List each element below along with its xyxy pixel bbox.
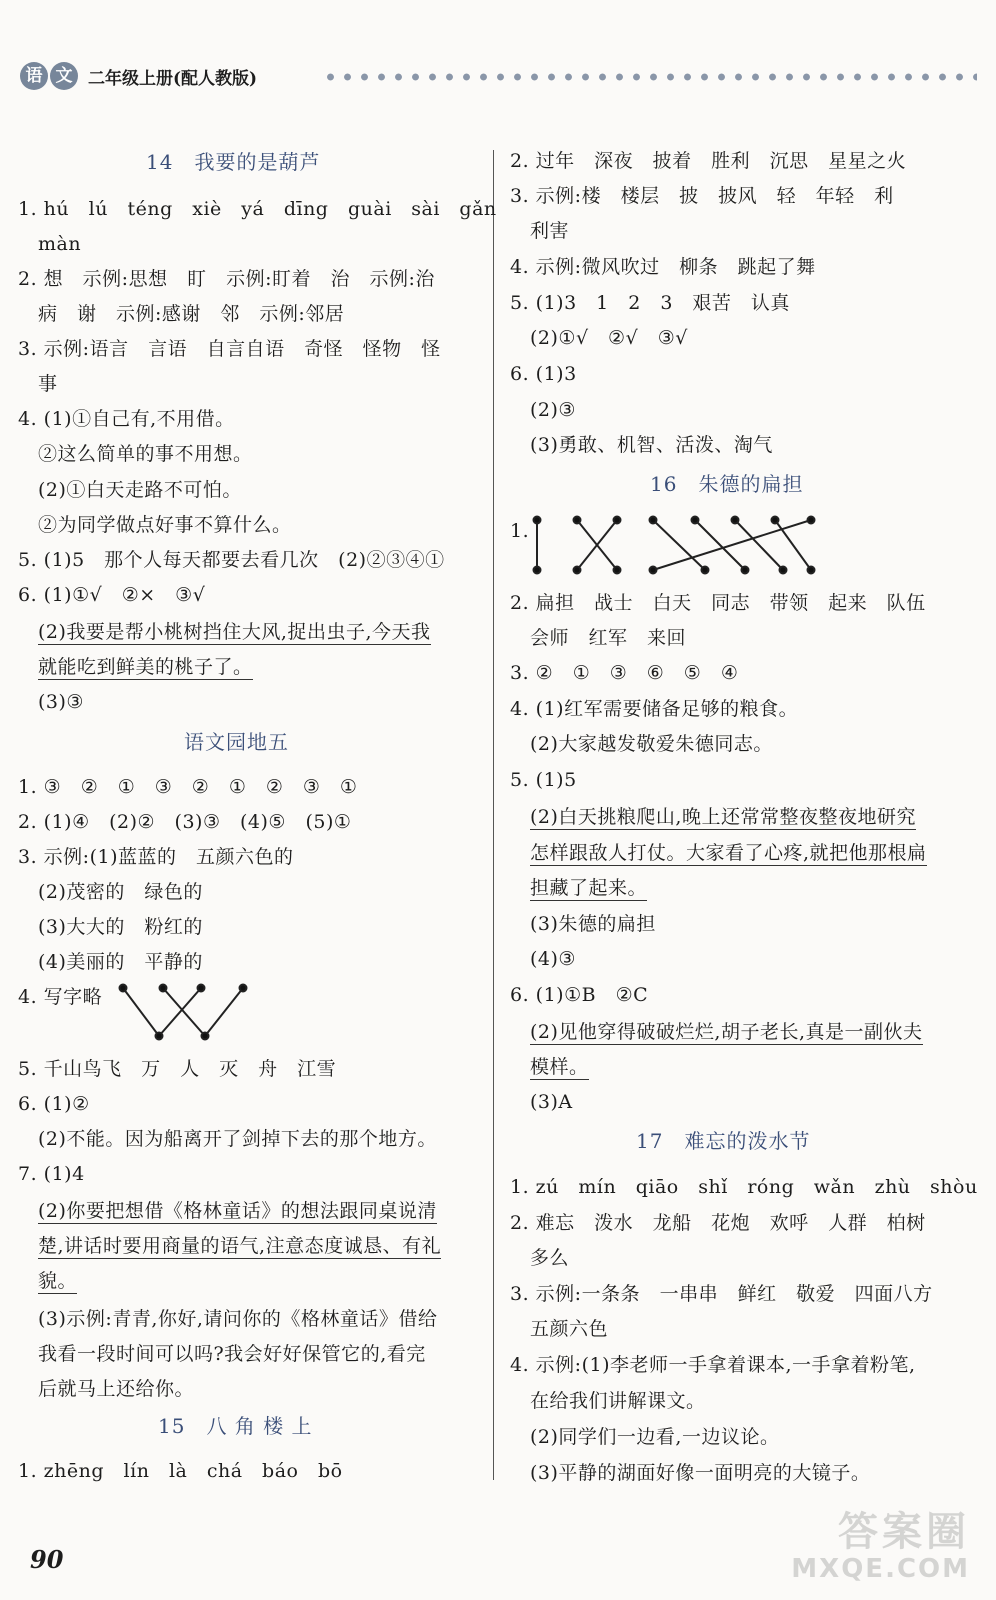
heading-lesson-15: 15 八 角 楼 上 (158, 1414, 313, 1438)
answer-line: 6. (1)①B ②C (510, 984, 649, 1006)
answer-line: 2. 过年 深夜 披着 胜利 沉思 星星之火 (510, 150, 907, 172)
answer-line-underlined (38, 619, 431, 645)
answer-line: (2)①√ ②√ ③√ (530, 327, 688, 349)
column-divider (493, 150, 494, 1480)
answer-line: (3)③ (38, 691, 84, 713)
heading-lesson-16: 16 朱德的扁担 (650, 472, 804, 496)
underlined-answer: 貌。 (38, 1270, 78, 1292)
answer-line: 五颜六色 (530, 1318, 609, 1340)
answer-line: 3. 示例:楼 楼层 披 披风 轻 年轻 利 (510, 185, 894, 207)
heading-yuwen-yuandi-5: 语文园地五 (184, 730, 289, 754)
underlined-answer: 怎样跟敌人打仗。大家看了心疼,就把他那根扁 (530, 842, 927, 864)
book-title: 二年级上册(配人教版) (88, 69, 258, 89)
answer-line: 会师 红军 来回 (530, 627, 687, 649)
answer-line: 1. zhēng lín là chá báo bō (18, 1460, 343, 1482)
heading-lesson-14: 14 我要的是葫芦 (146, 150, 321, 174)
answer-line-underlined (530, 804, 916, 830)
answer-line: (2)同学们一边看,一边议论。 (530, 1426, 780, 1448)
answer-line: 4. 示例:(1)李老师一手拿着课本,一手拿着粉笔, (510, 1354, 916, 1376)
answer-line: 后就马上还给你。 (38, 1378, 195, 1400)
answer-line: 4. 写字略 (18, 986, 103, 1008)
answer-line: ②为同学做点好事不算什么。 (38, 514, 292, 536)
watermark-url: MXQE.COM (791, 1554, 970, 1584)
answer-line: 7. (1)4 (18, 1163, 85, 1185)
answer-line: 我看一段时间可以吗?我会好好保管它的,看完 (38, 1343, 426, 1365)
answer-line: (3)平静的湖面好像一面明亮的大镜子。 (530, 1462, 871, 1484)
answer-line: (3)大大的 粉红的 (38, 916, 203, 938)
answer-line: (3)A (530, 1091, 573, 1113)
answer-line: 3. 示例:一条条 一串串 鲜红 敬爱 四面八方 (510, 1283, 933, 1305)
answer-line: 5. (1)5 那个人每天都要去看几次 (2)②③④① (18, 549, 445, 571)
answer-line: 2. 想 示例:思想 盯 示例:盯着 治 示例:治 (18, 268, 435, 290)
answer-line: 3. ② ① ③ ⑥ ⑤ ④ (510, 662, 739, 684)
answer-line-underlined (38, 1233, 441, 1259)
answer-line: 6. (1)①√ ②× ③√ (18, 584, 206, 606)
underlined-answer: 就能吃到鲜美的桃子了。 (38, 656, 253, 678)
answer-line: 4. (1)红军需要储备足够的粮食。 (510, 698, 799, 720)
answer-line: 病 谢 示例:感谢 邻 示例:邻居 (38, 303, 345, 325)
answer-line: (3)朱德的扁担 (530, 913, 656, 935)
watermark-logo-text: 答案圈 (838, 1509, 970, 1555)
answer-line: 4. (1)①自己有,不用借。 (18, 408, 235, 430)
answer-line: 多么 (530, 1247, 570, 1269)
answer-line: 利害 (530, 220, 570, 242)
underlined-answer: (2)白天挑粮爬山,晚上还常常整夜整夜地研究 (530, 806, 916, 828)
answer-line: (3)示例:青青,你好,请问你的《格林童话》借给 (38, 1308, 438, 1330)
answer-line: (4)③ (530, 948, 576, 970)
page-header (20, 60, 980, 96)
underlined-answer: (2)我要是帮小桃树挡住大风,捉出虫子,今天我 (38, 621, 431, 643)
answer-line: 3. 示例:(1)蓝蓝的 五颜六色的 (18, 846, 294, 868)
answer-line: 4. 示例:微风吹过 柳条 跳起了舞 (510, 256, 816, 278)
answer-line: 2. 难忘 泼水 龙船 花炮 欢呼 人群 柏树 (510, 1212, 926, 1234)
answer-line-underlined (530, 875, 647, 901)
answer-line: ②这么简单的事不用想。 (38, 443, 253, 465)
answer-line-underlined (38, 1198, 437, 1224)
matching-lines-diagram (525, 512, 825, 578)
answer-line: 3. 示例:语言 言语 自言自语 奇怪 怪物 怪 (18, 338, 441, 360)
answer-line: 6. (1)② (18, 1093, 90, 1115)
answer-line-underlined (38, 654, 253, 680)
underlined-answer: 楚,讲话时要用商量的语气,注意态度诚恳、有礼 (38, 1235, 442, 1257)
answer-line: (2)③ (530, 399, 576, 421)
answer-line: (2)①白天走路不可怕。 (38, 479, 242, 501)
answer-line: 1. zú mín qiāo shǐ róng wǎn zhù shòu (510, 1176, 978, 1198)
underlined-answer: 担藏了起来。 (530, 877, 648, 899)
subject-badge-2: 文 (50, 62, 78, 90)
subject-badge-1: 语 (20, 62, 48, 90)
answer-line: (2)不能。因为船离开了剑掉下去的那个地方。 (38, 1128, 437, 1150)
answer-line: (4)美丽的 平静的 (38, 951, 203, 973)
heading-lesson-17: 17 难忘的泼水节 (636, 1129, 811, 1153)
answer-line: 1. ③ ② ① ③ ② ① ② ③ ① (18, 776, 358, 798)
page-number: 90 (30, 1545, 64, 1574)
answer-line: 5. (1)3 1 2 3 艰苦 认真 (510, 292, 790, 314)
answer-line: 事 (38, 373, 58, 395)
header-dot-rule (322, 73, 977, 81)
answer-line: 1. hú lú téng xiè yá dīng guài sài gǎn (18, 198, 497, 220)
answer-line: (2)大家越发敬爱朱德同志。 (530, 733, 773, 755)
answer-line: 2. 扁担 战士 白天 同志 带领 起来 队伍 (510, 592, 926, 614)
answer-line: 6. (1)3 (510, 363, 577, 385)
answer-line-underlined (38, 1268, 77, 1294)
answer-line: (3)勇敢、机智、活泼、淘气 (530, 434, 773, 456)
answer-line: (2)茂密的 绿色的 (38, 881, 203, 903)
answer-line: màn (38, 233, 82, 255)
answer-line: 在给我们讲解课文。 (530, 1390, 706, 1412)
answer-line-underlined (530, 1054, 589, 1080)
underlined-answer: (2)你要把想借《格林童话》的想法跟同桌说清 (38, 1200, 437, 1222)
answer-line: 5. (1)5 (510, 769, 577, 791)
underlined-answer: 模样。 (530, 1056, 589, 1078)
watermark (791, 1510, 970, 1584)
underlined-answer: (2)见他穿得破破烂烂,胡子老长,真是一副伙夫 (530, 1021, 923, 1043)
answer-line: 1. (510, 520, 530, 542)
matching-lines-diagram-w (115, 980, 255, 1044)
answer-line-underlined (530, 840, 927, 866)
answer-line: 5. 千山鸟飞 万 人 灭 舟 江雪 (18, 1058, 337, 1080)
answer-line-underlined (530, 1019, 923, 1045)
answer-line: 2. (1)④ (2)② (3)③ (4)⑤ (5)① (18, 811, 352, 833)
